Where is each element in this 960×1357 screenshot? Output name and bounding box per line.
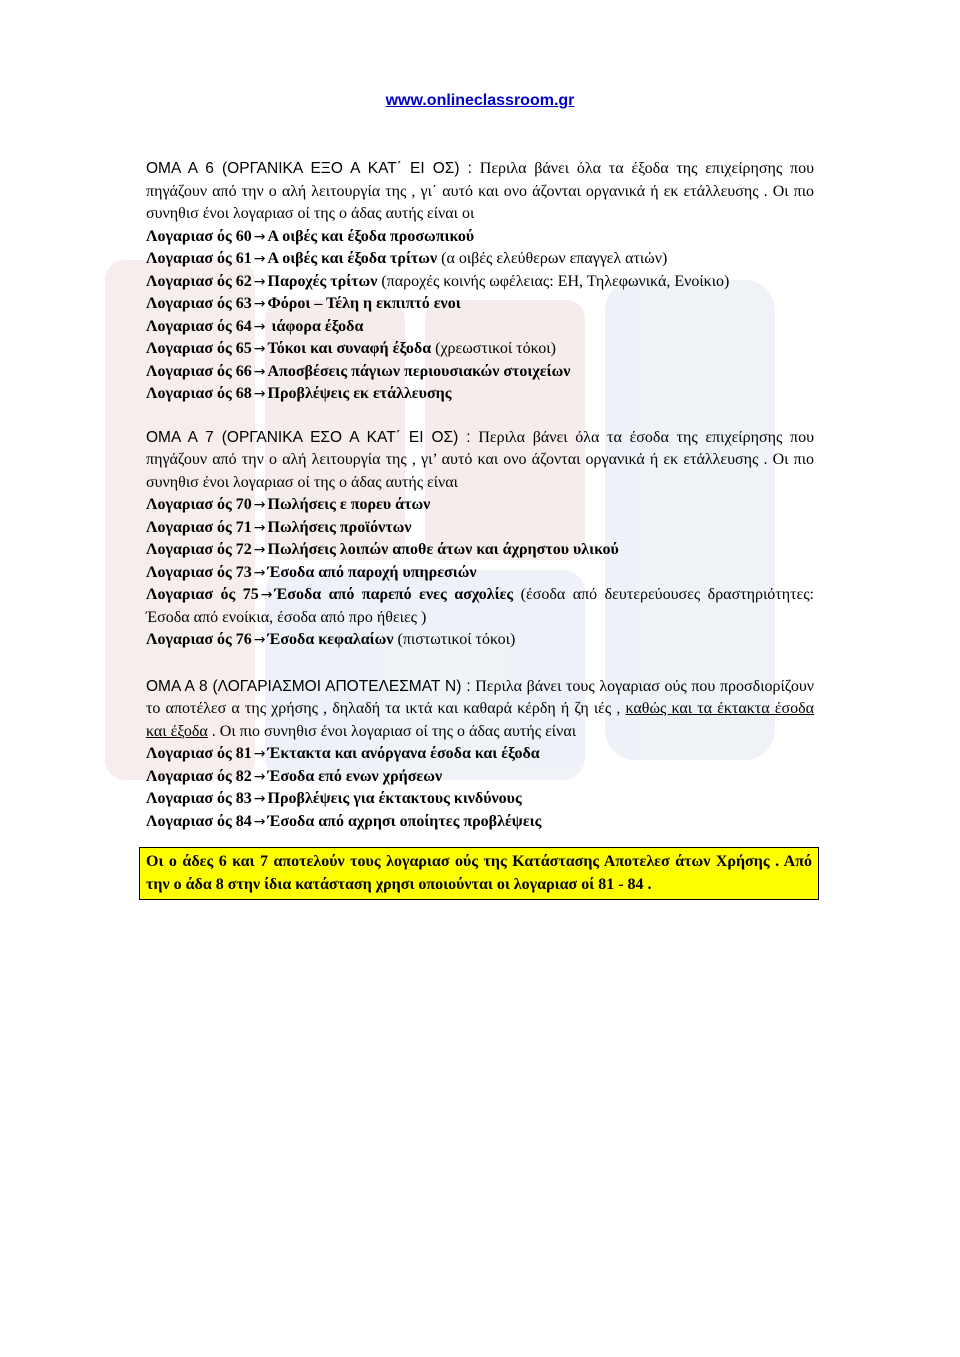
account-note: (έσοδα από δευτερεύουσες δραστηριότητες: Έσοδα από ενοίκια, έσοδα από προ ήθειες ): [146, 586, 815, 626]
account-row: [146, 811, 814, 834]
account-row: [146, 629, 814, 652]
account-row: [146, 248, 814, 271]
group7-heading: ΟΜΑ Α 7 (ΟΡΓΑΝΙΚΑ ΕΣΟ Α ΚΑΤ΄ ΕΙ ΟΣ) :: [146, 428, 471, 446]
account-title: Α οιβές και έξοδα τρίτων: [267, 250, 438, 267]
account-label: Λογαριασ ός 71: [146, 518, 252, 536]
account-label: Λογαριασ ός 65: [146, 340, 252, 357]
website-link[interactable]: www.onlineclassroom.gr: [385, 92, 575, 109]
arrow-right-icon: →: [253, 318, 266, 335]
account-note: (α οιβές ελεύθερων επαγγελ ατιών): [437, 250, 668, 267]
account-row: [146, 271, 814, 294]
account-label: Λογαριασ ός 70: [146, 496, 252, 513]
account-row: [146, 539, 814, 562]
account-title: Πωλήσεις λοιπών αποθε άτων και άχρηστου υλικού: [267, 541, 619, 558]
account-label: Λογαριασ ός 82: [146, 767, 252, 785]
account-label: Λογαριασ ός 64: [146, 317, 252, 335]
account-title: ιάφορα έξοδα: [267, 317, 364, 335]
account-label: Λογαριασ ός 81: [146, 745, 252, 762]
group6-paragraph: [146, 158, 814, 226]
group6-text: Περιλα βάνει όλα τα έξοδα της επιχείρησης που πηγάζουν από την ο αλή λειτουργία της , γι΄ αυτό και ονο άζονται οργανικά ή εκ ετάλλευσης . Οι πιο συνηθισ ένοι λογαριασ οί της ο άδας αυτής είναι οι: [146, 160, 814, 222]
account-row: [146, 316, 814, 339]
account-title: Έσοδα από παρεπό ενες ασχολίες: [274, 586, 514, 603]
account-label: Λογαριασ ός 60: [146, 227, 252, 245]
account-title: Φόροι – Τέλη η εκπιπτό ενοι: [267, 295, 461, 312]
document-body: [146, 158, 814, 900]
account-row: [146, 562, 814, 585]
account-row: [146, 766, 814, 789]
arrow-right-icon: →: [253, 273, 266, 290]
account-title: Πωλήσεις ε πορευ άτων: [267, 496, 431, 513]
account-row: [146, 338, 814, 361]
account-note: (πιστωτικοί τόκοι): [393, 631, 516, 648]
account-title: Έσοδα κεφαλαίων: [267, 631, 394, 648]
account-title: Έσοδα επό ενων χρήσεων: [267, 767, 443, 785]
account-row: [146, 494, 814, 517]
account-title: Έσοδα από παροχή υπηρεσιών: [267, 563, 477, 581]
account-row: [146, 293, 814, 316]
group8-paragraph: [146, 676, 814, 744]
account-label: Λογαριασ ός 63: [146, 295, 252, 312]
account-label: Λογαριασ ός 66: [146, 362, 252, 380]
account-label: Λογαριασ ός 61: [146, 250, 252, 267]
arrow-right-icon: →: [253, 632, 266, 648]
arrow-right-icon: →: [253, 386, 266, 402]
arrow-right-icon: →: [253, 746, 266, 762]
arrow-right-icon: →: [253, 791, 266, 807]
group7-account-list: [146, 494, 814, 652]
account-label: Λογαριασ ός 68: [146, 385, 252, 402]
account-title: Έσοδα από αχρησι οποίητες προβλέψεις: [267, 812, 542, 830]
account-label: Λογαριασ ός 72: [146, 541, 252, 558]
account-title: Προβλέψεις για έκτακτους κινδύνους: [267, 790, 522, 807]
account-label: Λογαριασ ός 75: [146, 586, 259, 603]
group8-text-2: . Οι πιο συνηθισ ένοι λογαριασ οί της ο άδας αυτής είναι: [207, 722, 577, 740]
account-title: Αποσβέσεις πάγιων περιουσιακών στοιχείων: [267, 362, 571, 380]
arrow-right-icon: →: [253, 296, 266, 312]
arrow-right-icon: →: [253, 251, 266, 267]
account-title: Προβλέψεις εκ ετάλλευσης: [267, 385, 452, 402]
arrow-right-icon: →: [253, 497, 266, 513]
arrow-right-icon: →: [260, 587, 273, 603]
arrow-right-icon: →: [253, 564, 266, 581]
account-label: Λογαριασ ός 83: [146, 790, 252, 807]
account-note: (χρεωστικοί τόκοι): [431, 340, 556, 357]
account-title: Παροχές τρίτων: [267, 272, 378, 290]
arrow-right-icon: →: [253, 542, 266, 558]
group6-account-list: [146, 226, 814, 406]
account-title: Τόκοι και συναφή έξοδα: [267, 340, 432, 357]
arrow-right-icon: →: [253, 228, 266, 245]
account-label: Λογαριασ ός 84: [146, 812, 252, 830]
account-row: [146, 788, 814, 811]
group7-paragraph: [146, 427, 814, 495]
account-title: Έκτακτα και ανόργανα έσοδα και έξοδα: [267, 745, 540, 762]
account-row: [146, 584, 814, 629]
account-label: Λογαριασ ός 76: [146, 631, 252, 648]
account-row: [146, 383, 814, 406]
account-row: [146, 361, 814, 384]
group8-underlined-text: καθώς και τα έκτακτα έσοδα και έξοδα: [146, 700, 814, 740]
account-row: [146, 517, 814, 540]
account-title: Α οιβές και έξοδα προσωπικού: [267, 227, 475, 245]
group8-account-list: [146, 743, 814, 833]
account-row: [146, 226, 814, 249]
arrow-right-icon: →: [253, 341, 266, 357]
group8-heading: ΟΜΑ Α 8 (ΛΟΓΑΡΙΑΣΜΟΙ ΑΠΟΤΕΛΕΣΜΑΤ Ν) :: [146, 677, 471, 695]
highlight-note: Οι ο άδες 6 και 7 αποτελούν τους λογαριασ ούς της Κατάστασης Αποτελεσ άτων Χρήσης . Από την ο άδα 8 στην ίδια κατάσταση χρησι οποιούνται οι λογαριασ οί 81 - 84 .: [139, 847, 819, 900]
group6-heading: ΟΜΑ Α 6 (ΟΡΓΑΝΙΚΑ ΕΞΟ Α ΚΑΤ΄ ΕΙ ΟΣ) :: [146, 160, 472, 177]
group7-text: Περιλα βάνει όλα τα έσοδα της επιχείρησης που πηγάζουν από την ο αλή λειτουργία της , γι’ αυτό και ονο άζονται οργανικά ή εκ ετάλλευσης . Οι πιο συνηθισ ένοι λογαριασ οί της ο άδας αυτής είναι: [146, 428, 814, 491]
group8-text-1: Περιλα βάνει τους λογαριασ ούς που προσδιορίζουν το αποτέλεσ α της χρήσης , δηλαδή τα ικτά και καθαρά κέρδη ή ζη ιές ,: [146, 677, 814, 717]
arrow-right-icon: →: [253, 519, 266, 536]
account-title: Πωλήσεις προϊόντων: [267, 518, 412, 536]
arrow-right-icon: →: [253, 813, 266, 830]
account-note: (παροχές κοινής ωφέλειας: ΕΗ, Τηλεφωνικά, Ενοίκιο): [377, 272, 730, 290]
account-label: Λογαριασ ός 73: [146, 563, 252, 581]
arrow-right-icon: →: [253, 363, 266, 380]
account-row: [146, 743, 814, 766]
account-label: Λογαριασ ός 62: [146, 272, 252, 290]
arrow-right-icon: →: [253, 768, 266, 785]
